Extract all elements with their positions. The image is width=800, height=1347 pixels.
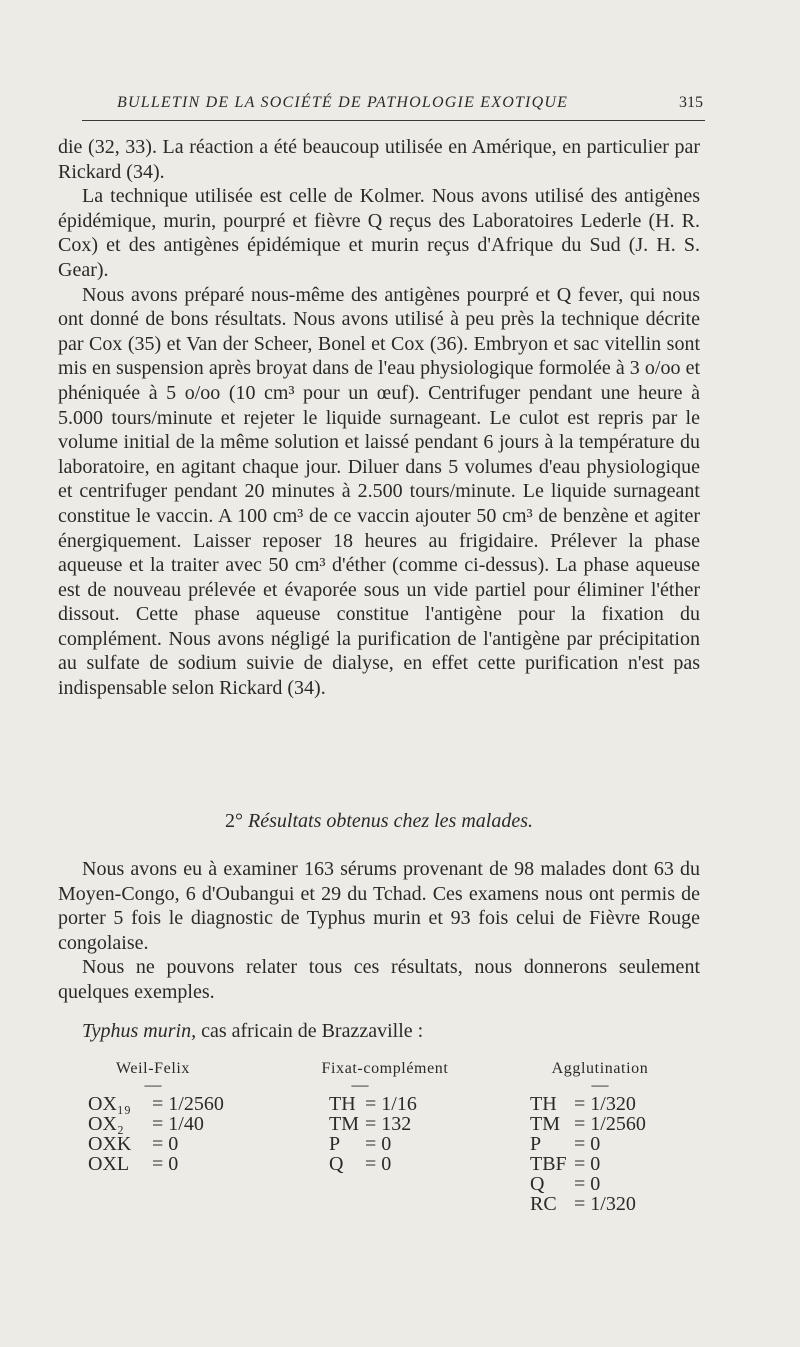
row-key: OXL <box>88 1153 130 1175</box>
row-key: TM <box>530 1113 560 1135</box>
row-value: = 0 <box>152 1133 179 1155</box>
complement-fixation-heading: Fixat-complément <box>321 1060 449 1077</box>
weil-felix-heading: Weil-Felix <box>115 1060 191 1077</box>
case-title-rest: cas africain de Brazzaville : <box>196 1020 424 1042</box>
body-text-results <box>58 857 700 1005</box>
row-key: Q <box>329 1153 344 1175</box>
body-text <box>58 135 700 701</box>
paragraph-1: die (32, 33). La réaction a été beaucoup utilisée en Amérique, en particulier par Rickard (34). <box>58 136 700 183</box>
table-row <box>530 1094 680 1114</box>
paragraph-2: La technique utilisée est celle de Kolmer. Nous avons utilisé des antigènes épidémique, murin, pourpré et fièvre Q reçus des Laboratoires Lederle (H. R. Cox) et des antigènes épidémique et murin reçus d'Afrique du Sud (J. H. S. Gear). <box>58 185 700 281</box>
table-row <box>530 1154 680 1174</box>
table-row <box>88 1114 258 1134</box>
row-key: TM <box>329 1113 359 1135</box>
table-row <box>530 1194 680 1214</box>
row-value: = 0 <box>574 1153 601 1175</box>
column-dash: — <box>591 1075 609 1094</box>
row-value: = 0 <box>365 1133 392 1155</box>
complement-fixation-column <box>305 1060 480 1174</box>
agglutination-heading: Agglutination <box>551 1060 649 1077</box>
paragraph-5: Nous ne pouvons relater tous ces résultats, nous donnerons seulement quelques exemples. <box>58 956 700 1003</box>
paragraph-3: Nous avons préparé nous-même des antigènes pourpré et Q fever, qui nous ont donné de bons résultats. Nous avons utilisé à peu près la technique décrite par Cox (35) et Van der Scheer, Bonel et Cox (36). Embryon et sac vitellin sont mis en suspension après broyat dans de l'eau physiologique formolée à 3 o/oo et phéniquée à 5 o/oo (10 cm³ pour un œuf). Centrifuger pendant une heure à 5.000 tours/minute et rejeter le liquide surnageant. Le culot est repris par le volume initial de la même solution et laissé pendant 6 jours à la température du laboratoire, en agitant chaque jour. Diluer dans 5 volumes d'eau physiologique et centrifuger pendant 20 minutes à 2.500 tours/minute. Le liquide surnageant constitue le vaccin. A 100 cm³ de ce vaccin ajouter 50 cm³ de benzène et agiter énergiquement. Laisser reposer 18 heures au frigidaire. Prélever la phase aqueuse et la traiter avec 50 cm³ d'éther (comme ci-dessus). La phase aqueuse est de nouveau prélevée et évaporée sous un vide partiel pour éliminer l'éther dissout. Cette phase aqueuse constitue l'antigène pour la fixation du complément. Nous avons négligé la purification de l'antigène par précipitation au sulfate de sodium suivie de dialyse, en effet cette purification n'est pas indispensable selon Rickard (34). <box>58 283 700 700</box>
row-value: = 1/320 <box>574 1093 636 1115</box>
table-row <box>88 1094 258 1114</box>
row-value: = 1/40 <box>152 1113 204 1135</box>
row-key: OXK <box>88 1133 132 1155</box>
paragraph-4: Nous avons eu à examiner 163 sérums provenant de 98 malades dont 63 du Moyen-Congo, 6 d'Oubangui et 29 du Tchad. Ces examens nous ont permis de porter 5 fois le diagnostic de Typhus murin et 93 fois celui de Fièvre Rouge congolaise. <box>58 858 700 954</box>
table-row <box>305 1154 480 1174</box>
table-row <box>530 1134 680 1154</box>
row-key: Q <box>530 1173 545 1195</box>
row-key: TH <box>530 1093 557 1115</box>
table-row <box>88 1154 258 1174</box>
row-key: TBF <box>530 1153 567 1175</box>
table-row <box>305 1114 480 1134</box>
row-value: = 1/16 <box>365 1093 417 1115</box>
row-value: = 0 <box>574 1133 601 1155</box>
page-header <box>82 90 705 121</box>
row-value: = 0 <box>574 1173 601 1195</box>
table-row <box>305 1134 480 1154</box>
table-row <box>530 1174 680 1194</box>
case-title-italic: Typhus murin, <box>82 1020 197 1042</box>
row-value: = 1/2560 <box>152 1093 224 1115</box>
row-key: TH <box>329 1093 356 1115</box>
section-heading <box>58 810 700 833</box>
case-title <box>82 1020 423 1043</box>
page-number: 315 <box>679 94 703 111</box>
row-value: = 0 <box>365 1153 392 1175</box>
weil-felix-column <box>88 1060 258 1174</box>
agglutination-column <box>530 1060 680 1214</box>
table-row <box>88 1134 258 1154</box>
column-dash: — <box>144 1075 162 1094</box>
row-value: = 1/2560 <box>574 1113 646 1135</box>
row-value: = 0 <box>152 1153 179 1175</box>
section-number: 2° <box>225 810 244 832</box>
row-key: RC <box>530 1193 557 1215</box>
table-row <box>530 1114 680 1134</box>
row-key: OX₁₉ <box>88 1093 131 1115</box>
row-key: P <box>329 1133 341 1155</box>
column-dash: — <box>351 1075 369 1094</box>
row-key: P <box>530 1133 542 1155</box>
row-value: = 1/320 <box>574 1193 636 1215</box>
running-title: BULLETIN DE LA SOCIÉTÉ DE PATHOLOGIE EXOTIQUE <box>117 94 569 111</box>
row-value: = 132 <box>365 1113 412 1135</box>
table-row <box>305 1094 480 1114</box>
section-title: Résultats obtenus chez les malades. <box>248 810 533 832</box>
row-key: OX₂ <box>88 1113 124 1135</box>
